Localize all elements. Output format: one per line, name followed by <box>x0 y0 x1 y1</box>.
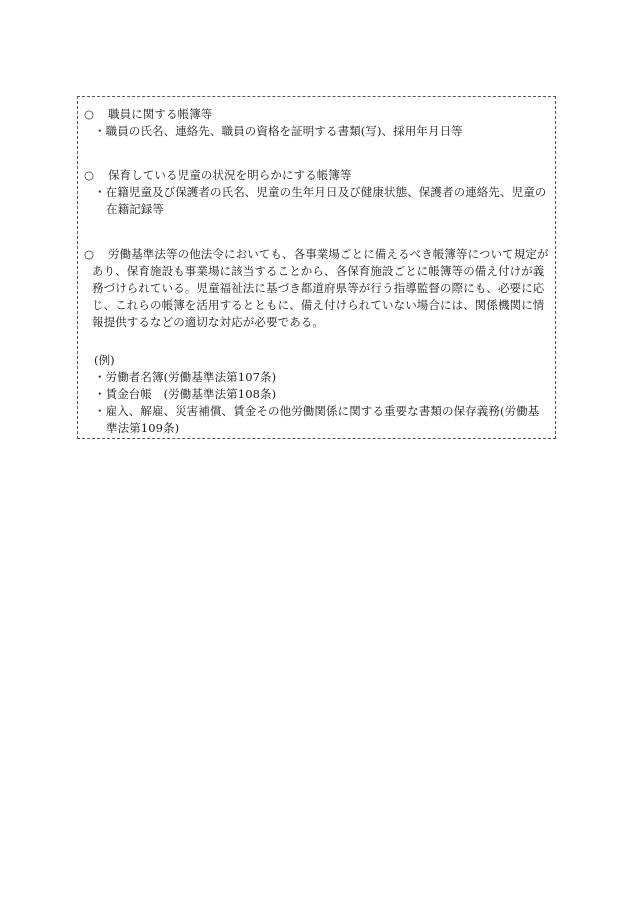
examples-item3-line2: 準法第109条) <box>106 421 180 435</box>
section2-item-line2: 在籍記録等 <box>106 202 164 216</box>
examples-item2: ・賃金台帳 (労働基準法第108条) <box>94 387 277 401</box>
examples-label: (例) <box>94 353 115 367</box>
section2-heading-line <box>84 167 352 183</box>
section3-line4: じ、これらの帳簿を活用するとともに、備え付けられていない場合には、関係機関に情 <box>92 298 545 312</box>
circle-bullet-icon: ○ <box>84 168 95 182</box>
section3-line2: あり、保育施設も事業場に該当することから、各保育施設ごとに帳簿等の備え付けが義 <box>92 264 545 278</box>
circle-bullet-icon: ○ <box>84 247 95 261</box>
section3-line1: 労働基準法等の他法令においても、各事業場ごとに備えるべき帳簿等について規定が <box>108 247 549 261</box>
section1-heading: 職員に関する帳簿等 <box>108 107 213 121</box>
examples-item3-line1: ・雇入、解雇、災害補償、賃金その他労働関係に関する重要な書類の保存義務(労働基 <box>94 404 540 418</box>
section2-heading: 保育している児童の状況を明らかにする帳簿等 <box>108 168 352 182</box>
section3-line5: 報提供するなどの適切な対応が必要である。 <box>92 315 324 329</box>
circle-bullet-icon: ○ <box>84 107 95 121</box>
section1-heading-line <box>84 106 212 122</box>
section3-line1-wrap <box>84 246 549 262</box>
section1-item: ・職員の氏名、連絡先、職員の資格を証明する書類(写)、採用年月日等 <box>94 124 463 138</box>
section2-item-line1: ・在籍児童及び保護者の氏名、児童の生年月日及び健康状態、保護者の連絡先、児童の <box>94 185 547 199</box>
examples-item1: ・労働者名簿(労働基準法第107条) <box>94 370 277 384</box>
section3-line3: 務づけられている。児童福祉法に基づき都道府県等が行う指導監督の際にも、必要に応 <box>92 281 545 295</box>
